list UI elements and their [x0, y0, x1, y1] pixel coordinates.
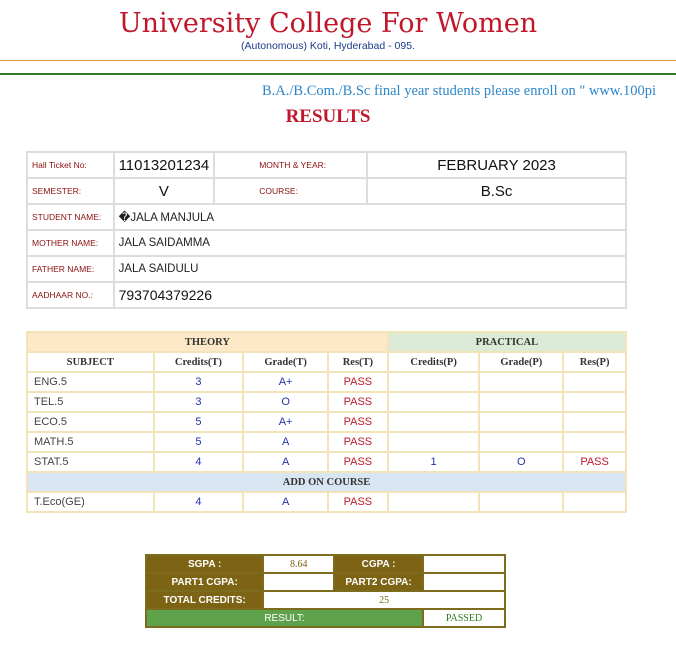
- table-row: [27, 492, 626, 512]
- credits-p-cell: 1: [388, 452, 480, 472]
- college-name: University College For Women: [118, 8, 538, 39]
- res-p-cell: PASS: [563, 452, 626, 472]
- course-label: COURSE:: [214, 178, 367, 204]
- sgpa-label: SGPA :: [146, 555, 263, 573]
- month-year-label: MONTH & YEAR:: [214, 152, 367, 178]
- col-credits-t: Credits(T): [154, 352, 244, 372]
- aadhaar-row: [27, 282, 626, 308]
- father-name-row: [27, 256, 626, 282]
- res-t-cell: PASS: [328, 432, 388, 452]
- announcement-marquee[interactable]: B.A./B.Com./B.Sc final year students please enroll on " www.100pi: [262, 83, 657, 99]
- summary-table: [145, 554, 506, 628]
- grade-p-cell: [479, 492, 563, 512]
- col-subject: SUBJECT: [27, 352, 154, 372]
- credits-t-cell: 4: [154, 492, 244, 512]
- month-year-value: FEBRUARY 2023: [367, 152, 626, 178]
- res-p-cell: [563, 432, 626, 452]
- part2-cgpa-value: [423, 573, 505, 591]
- res-t-cell: PASS: [328, 392, 388, 412]
- res-p-cell: [563, 392, 626, 412]
- student-name-value: �JALA MANJULA: [114, 204, 626, 230]
- semester-row: [27, 178, 626, 204]
- grade-t-cell: A: [243, 452, 328, 472]
- credits-p-cell: [388, 432, 480, 452]
- mother-name-value: JALA SAIDAMMA: [114, 230, 626, 256]
- course-value: B.Sc: [367, 178, 626, 204]
- header-divider-bottom: [0, 73, 676, 75]
- mother-name-row: [27, 230, 626, 256]
- res-t-cell: PASS: [328, 412, 388, 432]
- credits-t-cell: 4: [154, 452, 244, 472]
- theory-header: THEORY: [27, 332, 388, 352]
- college-subtitle: (Autonomous) Koti, Hyderabad - 095.: [241, 40, 415, 52]
- addon-course-header-row: [27, 472, 626, 492]
- grades-column-header: [27, 352, 626, 372]
- col-res-t: Res(T): [328, 352, 388, 372]
- grade-t-cell: A+: [243, 372, 328, 392]
- aadhaar-label: AADHAAR NO.:: [27, 282, 114, 308]
- credits-t-cell: 5: [154, 412, 244, 432]
- result-value: PASSED: [423, 609, 505, 627]
- res-p-cell: [563, 372, 626, 392]
- subject-cell: ECO.5: [27, 412, 154, 432]
- credits-t-cell: 3: [154, 392, 244, 412]
- credits-p-cell: [388, 392, 480, 412]
- grades-table: [26, 331, 627, 513]
- col-credits-p: Credits(P): [388, 352, 480, 372]
- total-credits-row: [146, 591, 505, 609]
- student-name-row: [27, 204, 626, 230]
- res-t-cell: PASS: [328, 372, 388, 392]
- total-credits-label: TOTAL CREDITS:: [146, 591, 263, 609]
- table-row: [27, 412, 626, 432]
- grade-p-cell: [479, 372, 563, 392]
- part2-cgpa-label: PART2 CGPA:: [334, 573, 423, 591]
- part1-cgpa-value: [263, 573, 334, 591]
- practical-header: PRACTICAL: [388, 332, 626, 352]
- page-title: RESULTS: [285, 106, 371, 127]
- subject-cell: TEL.5: [27, 392, 154, 412]
- res-p-cell: [563, 492, 626, 512]
- grade-t-cell: A+: [243, 412, 328, 432]
- table-row: [27, 452, 626, 472]
- table-row: [27, 432, 626, 452]
- cgpa-label: CGPA :: [334, 555, 423, 573]
- hall-ticket-label: Hall Ticket No:: [27, 152, 114, 178]
- total-credits-value: 25: [263, 591, 505, 609]
- semester-label: SEMESTER:: [27, 178, 114, 204]
- grade-p-cell: [479, 392, 563, 412]
- grade-p-cell: [479, 432, 563, 452]
- res-t-cell: PASS: [328, 492, 388, 512]
- hall-ticket-row: [27, 152, 626, 178]
- credits-t-cell: 5: [154, 432, 244, 452]
- grade-p-cell: [479, 412, 563, 432]
- grade-t-cell: A: [243, 492, 328, 512]
- cgpa-value: [423, 555, 505, 573]
- part1-cgpa-label: PART1 CGPA:: [146, 573, 263, 591]
- subject-cell: MATH.5: [27, 432, 154, 452]
- part-cgpa-row: [146, 573, 505, 591]
- col-grade-t: Grade(T): [243, 352, 328, 372]
- hall-ticket-value: 11013201234: [114, 152, 215, 178]
- credits-p-cell: [388, 412, 480, 432]
- grade-t-cell: O: [243, 392, 328, 412]
- table-row: [27, 372, 626, 392]
- subject-cell: ENG.5: [27, 372, 154, 392]
- addon-course-header: ADD ON COURSE: [27, 472, 626, 492]
- subject-cell: STAT.5: [27, 452, 154, 472]
- credits-p-cell: [388, 492, 480, 512]
- subject-cell: T.Eco(GE): [27, 492, 154, 512]
- res-p-cell: [563, 412, 626, 432]
- credits-p-cell: [388, 372, 480, 392]
- grade-t-cell: A: [243, 432, 328, 452]
- semester-value: V: [114, 178, 215, 204]
- sgpa-value: 8.64: [263, 555, 334, 573]
- header-divider-top: [0, 60, 676, 61]
- grades-group-header: [27, 332, 626, 352]
- father-name-label: FATHER NAME:: [27, 256, 114, 282]
- result-row: [146, 609, 505, 627]
- mother-name-label: MOTHER NAME:: [27, 230, 114, 256]
- sgpa-row: [146, 555, 505, 573]
- father-name-value: JALA SAIDULU: [114, 256, 626, 282]
- aadhaar-value: 793704379226: [114, 282, 626, 308]
- student-info-table: [26, 151, 627, 309]
- grade-p-cell: O: [479, 452, 563, 472]
- credits-t-cell: 3: [154, 372, 244, 392]
- col-res-p: Res(P): [563, 352, 626, 372]
- student-name-label: STUDENT NAME:: [27, 204, 114, 230]
- res-t-cell: PASS: [328, 452, 388, 472]
- table-row: [27, 392, 626, 412]
- result-label: RESULT:: [146, 609, 423, 627]
- col-grade-p: Grade(P): [479, 352, 563, 372]
